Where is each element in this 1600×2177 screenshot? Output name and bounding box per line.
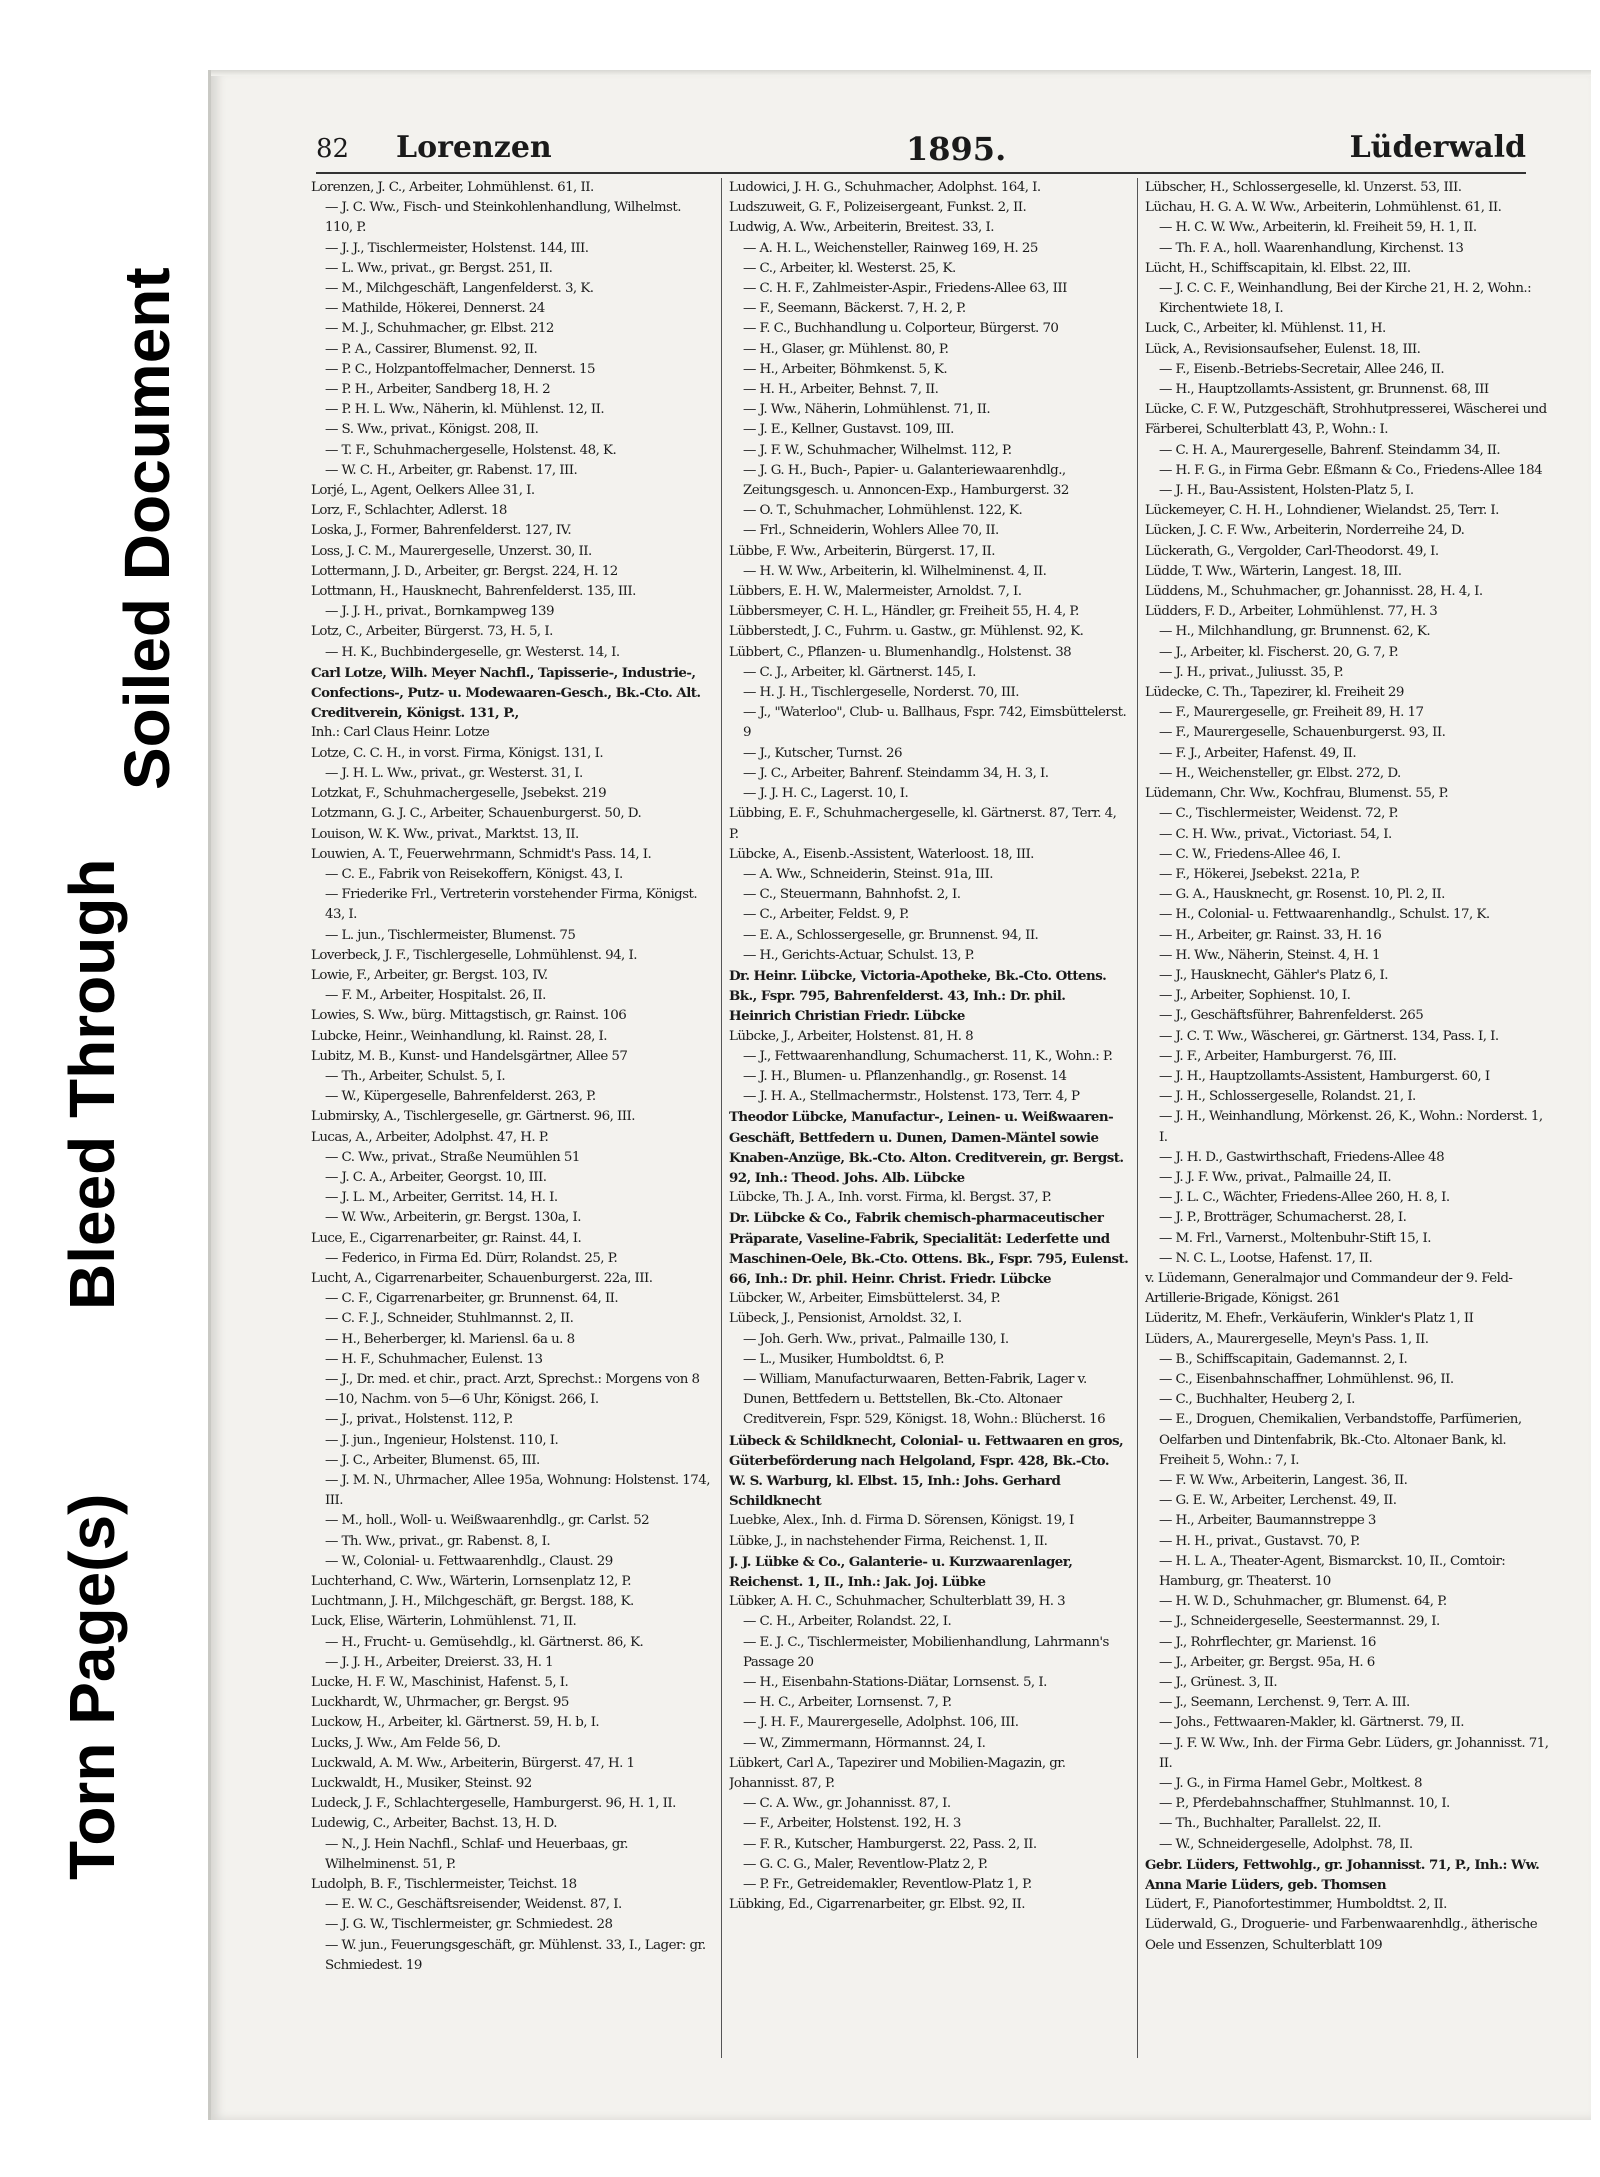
directory-entry: — F., Maurergeselle, Schauenburgerst. 93, II. <box>1159 725 1446 741</box>
soiled-document-stamp: Soiled Document <box>111 267 183 790</box>
directory-entry: — M., Milchgeschäft, Langenfelderst. 3, K. <box>325 281 594 297</box>
directory-entry: — J. J. H. C., Lagerst. 10, I. <box>743 786 909 802</box>
directory-entry: — S. Ww., privat., Königst. 208, II. <box>325 422 539 438</box>
directory-entry: — N., J. Hein Nachfl., Schlaf- und Heuerbaas, gr. Wilhelminenst. 51, P. <box>325 1836 628 1872</box>
directory-entry: — J. P., Brotträger, Schumacherst. 28, I. <box>1159 1210 1407 1226</box>
directory-entry: — J., Fettwaarenhandlung, Schumacherst. 11, K., Wohn.: P. <box>743 1048 1113 1064</box>
directory-entry: — F. M., Arbeiter, Hospitalst. 26, II. <box>325 988 546 1004</box>
directory-entry: Dr. Lübcke & Co., Fabrik chemisch-pharmaceutischer Präparate, Vaseline-Fabrik, Specialität: Lederfette und Maschinen-Oele, Bk.-Cto. Ottens. Bk., Fspr. 795, Eulenst. 66, Inh.: Dr. phil. Heinr. Christ. Friedr. Lübcke <box>729 1210 1129 1287</box>
directory-entry: Lotzkat, F., Schuhmachergeselle, Jsebekst. 219 <box>311 786 607 802</box>
directory-entry: — J., Geschäftsführer, Bahrenfelderst. 265 <box>1159 1008 1424 1024</box>
directory-entry: Luckwaldt, H., Musiker, Steinst. 92 <box>311 1776 532 1792</box>
directory-entry: — W. C. H., Arbeiter, gr. Rabenst. 17, III. <box>325 462 578 478</box>
directory-entry: — H., Glaser, gr. Mühlenst. 80, P. <box>743 341 949 357</box>
page-header <box>316 130 1526 172</box>
directory-entry: — E. A., Schlossergeselle, gr. Brunnenst. 94, II. <box>743 927 1039 943</box>
directory-entry: Lottermann, J. D., Arbeiter, gr. Bergst. 224, H. 12 <box>311 563 618 579</box>
bleed-through-stamp: Bleed Through <box>56 858 128 1310</box>
directory-entry: — J. F., Arbeiter, Hamburgerst. 76, III. <box>1159 1048 1397 1064</box>
directory-entry: — J., Kutscher, Turnst. 26 <box>743 745 902 761</box>
directory-entry: Lüders, A., Maurergeselle, Meyn's Pass. 1, II. <box>1145 1331 1429 1347</box>
directory-entry: — J. C., Arbeiter, Blumenst. 65, III. <box>325 1452 540 1468</box>
directory-entry: Lübbe, F. Ww., Arbeiterin, Bürgerst. 17, II. <box>729 543 995 559</box>
page-number: 82 <box>316 134 350 164</box>
directory-entry: — J. J. H., Arbeiter, Dreierst. 33, H. 1 <box>325 1654 554 1670</box>
directory-entry: Dr. Heinr. Lübcke, Victoria-Apotheke, Bk.-Cto. Ottens. Bk., Fspr. 795, Bahrenfelderst. 43, Inh.: Dr. phil. Heinrich Christian Friedr. Lübcke <box>729 967 1107 1025</box>
directory-entry: Lübking, Ed., Cigarrenarbeiter, gr. Elbst. 92, II. <box>729 1897 1025 1913</box>
directory-entry: — Mathilde, Hökerei, Dennerst. 24 <box>325 301 545 317</box>
directory-entry: — C., Eisenbahnschaffner, Lohmühlenst. 96, II. <box>1159 1371 1454 1387</box>
directory-entry: — J. J. H., privat., Bornkampweg 139 <box>325 604 554 620</box>
directory-entry: Lüchau, H. G. A. W. Ww., Arbeiterin, Lohmühlenst. 61, II. <box>1145 200 1502 216</box>
directory-entry: — H., Gerichts-Actuar, Schulst. 13, P. <box>743 947 975 963</box>
page-edge <box>211 70 1591 76</box>
directory-entry: — H. H., Arbeiter, Behnst. 7, II. <box>743 382 939 398</box>
directory-entry: — P. A., Cassirer, Blumenst. 92, II. <box>325 341 538 357</box>
directory-entry: Lübcke, Th. J. A., Inh. vorst. Firma, kl. Bergst. 37, P. <box>729 1190 1052 1206</box>
directory-entry: Luckwald, A. M. Ww., Arbeiterin, Bürgerst. 47, H. 1 <box>311 1755 635 1771</box>
directory-entry: J. J. Lübke & Co., Galanterie- u. Kurzwaarenlager, Reichenst. 1, II., Inh.: Jak. Joj. Lübke <box>729 1553 1073 1591</box>
directory-entry: — J., privat., Holstenst. 112, P. <box>325 1412 513 1428</box>
directory-entry: Lorenzen, J. C., Arbeiter, Lohmühlenst. 61, II. <box>311 180 594 195</box>
directory-entry: Lubcke, Heinr., Weinhandlung, kl. Rainst. 28, I. <box>311 1028 607 1044</box>
directory-entry: Loska, J., Former, Bahrenfelderst. 127, IV. <box>311 523 572 539</box>
directory-entry: Lübbersmeyer, C. H. L., Händler, gr. Freiheit 55, H. 4, P. <box>729 604 1079 620</box>
directory-entry: — C., Steuermann, Bahnhofst. 2, I. <box>743 887 961 903</box>
directory-entry: Theodor Lübcke, Manufactur-, Leinen- u. Weißwaaren-Geschäft, Bettfedern u. Dunen, Damen-Mäntel sowie Knaben-Anzüge, Bk.-Cto. Alton. Creditverein, gr. Bergst. 92, Inh.: Theod. Johs. Alb. Lübcke <box>729 1109 1124 1186</box>
directory-entry: — J. G. H., Buch-, Papier- u. Galanteriewaarenhdlg., Zeitungsgesch. u. Annoncen-Exp., Hamburgerst. 32 <box>743 462 1069 499</box>
directory-entry: — M., holl., Woll- u. Weißwaarenhdlg., gr. Carlst. 52 <box>325 1513 650 1529</box>
directory-entry: Lübeck, J., Pensionist, Arnoldst. 32, I. <box>729 1311 962 1327</box>
directory-entry: — H., Eisenbahn-Stations-Diätar, Lornsenst. 5, I. <box>743 1675 1047 1691</box>
directory-entry: — C. E., Fabrik von Reisekoffern, Königst. 43, I. <box>325 866 623 882</box>
directory-entry: — C. H. F., Zahlmeister-Aspir., Friedens-Allee 63, III <box>743 281 1067 297</box>
directory-entry: — O. T., Schuhmacher, Lohmühlenst. 122, K. <box>743 503 1023 519</box>
directory-entry: — M. J., Schuhmacher, gr. Elbst. 212 <box>325 321 554 337</box>
directory-entry: Lorz, F., Schlachter, Adlerst. 18 <box>311 503 507 519</box>
directory-entry: — J. G. W., Tischlermeister, gr. Schmiedest. 28 <box>325 1917 613 1933</box>
directory-entry: Louison, W. K. Ww., privat., Marktst. 13, II. <box>311 826 579 842</box>
directory-entry: Inh.: Carl Claus Heinr. Lotze <box>311 725 490 741</box>
directory-entry: Ludowici, J. H. G., Schuhmacher, Adolphst. 164, I. <box>729 180 1041 195</box>
directory-entry: Carl Lotze, Wilh. Meyer Nachfl., Tapisserie-, Industrie-, Confections-, Putz- u. Modewaaren-Gesch., Bk.-Cto. Alt. Creditverein, Königst. 131, P., <box>311 664 701 722</box>
directory-entry: Lübscher, H., Schlossergeselle, kl. Unzerst. 53, III. <box>1145 180 1462 195</box>
directory-entry: Lübberstedt, J. C., Fuhrm. u. Gastw., gr. Mühlenst. 92, K. <box>729 624 1084 640</box>
directory-entry: — J. E., Kellner, Gustavst. 109, III. <box>743 422 954 438</box>
directory-entry: — F., Maurergeselle, gr. Freiheit 89, H. 17 <box>1159 705 1424 721</box>
directory-entry: — J. Ww., Näherin, Lohmühlenst. 71, II. <box>743 402 991 418</box>
header-right-word: Lüderwald <box>1349 130 1526 165</box>
directory-entry: — H. H., privat., Gustavst. 70, P. <box>1159 1533 1360 1549</box>
directory-entry: Lüdde, T. Ww., Wärterin, Langest. 18, III. <box>1145 563 1402 579</box>
directory-entry: — J. jun., Ingenieur, Holstenst. 110, I. <box>325 1432 559 1448</box>
directory-entry: Lücken, J. C. F. Ww., Arbeiterin, Norderreihe 24, D. <box>1145 523 1465 539</box>
directory-entry: Lübke, J., in nachstehender Firma, Reichenst. 1, II. <box>729 1533 1048 1549</box>
directory-entry: — J., Hausknecht, Gähler's Platz 6, I. <box>1159 967 1388 983</box>
directory-entry: — W., Zimmermann, Hörmannst. 24, I. <box>743 1735 986 1751</box>
directory-entry: Lucht, A., Cigarrenarbeiter, Schauenburgerst. 22a, III. <box>311 1270 653 1286</box>
directory-entry: — H., Milchhandlung, gr. Brunnenst. 62, K. <box>1159 624 1431 640</box>
directory-entry: — H., Beherberger, kl. Mariensl. 6a u. 8 <box>325 1331 575 1347</box>
directory-entry: — J. C., Arbeiter, Bahrenf. Steindamm 34, H. 3, I. <box>743 765 1049 781</box>
directory-entry: — J. C. A., Arbeiter, Georgst. 10, III. <box>325 1169 547 1185</box>
directory-entry: — W. Ww., Arbeiterin, gr. Bergst. 130a, I. <box>325 1210 581 1226</box>
directory-entry: Louwien, A. T., Feuerwehrmann, Schmidt's Pass. 14, I. <box>311 846 652 862</box>
directory-entry: Lowie, F., Arbeiter, gr. Bergst. 103, IV. <box>311 967 548 983</box>
directory-entry: Gebr. Lüders, Fettwohlg., gr. Johannisst. 71, P., Inh.: Ww. Anna Marie Lüders, geb. Thomsen <box>1145 1856 1540 1894</box>
directory-entry: — J. H., Bau-Assistent, Holsten-Platz 5, I. <box>1159 483 1414 499</box>
directory-entry: — G. A., Hausknecht, gr. Rosenst. 10, Pl. 2, II. <box>1159 887 1445 903</box>
directory-entry: — H. C., Arbeiter, Lornsenst. 7, P. <box>743 1695 952 1711</box>
directory-entry: Lübker, A. H. C., Schuhmacher, Schulterblatt 39, H. 3 <box>729 1594 1066 1610</box>
column-divider <box>721 178 722 2058</box>
directory-entry: — L. jun., Tischlermeister, Blumenst. 75 <box>325 927 576 943</box>
directory-entry: — E. W. C., Geschäftsreisender, Weidenst. 87, I. <box>325 1897 622 1913</box>
directory-entry: — J., Grünest. 3, II. <box>1159 1675 1278 1691</box>
directory-entry: Lückerath, G., Vergolder, Carl-Theodorst. 49, I. <box>1145 543 1439 559</box>
directory-page <box>208 70 1591 2120</box>
directory-entry: — L. Ww., privat., gr. Bergst. 251, II. <box>325 260 553 276</box>
directory-entry: v. Lüdemann, Generalmajor und Commandeur der 9. Feld-Artillerie-Brigade, Königst. 261 <box>1145 1270 1513 1307</box>
directory-entry: — H., Arbeiter, Baumannstreppe 3 <box>1159 1513 1376 1529</box>
directory-entry: — H., Frucht- u. Gemüsehdlg., kl. Gärtnerst. 86, K. <box>325 1634 644 1650</box>
directory-entry: — C. H. A., Maurergeselle, Bahrenf. Steindamm 34, II. <box>1159 442 1501 458</box>
directory-entry: Lubitz, M. B., Kunst- und Handelsgärtner, Allee 57 <box>311 1048 628 1064</box>
directory-entry: — N. C. L., Lootse, Hafenst. 17, II. <box>1159 1250 1373 1266</box>
directory-entry: — J., Arbeiter, Sophienst. 10, I. <box>1159 988 1351 1004</box>
directory-entry: — J. C. T. Ww., Wäscherei, gr. Gärtnerst. 134, Pass. I, I. <box>1159 1028 1499 1044</box>
directory-entry: — C. Ww., privat., Straße Neumühlen 51 <box>325 1149 580 1165</box>
directory-entry: Ludeck, J. F., Schlachtergeselle, Hamburgerst. 96, H. 1, II. <box>311 1796 676 1812</box>
directory-entry: — J., Arbeiter, gr. Bergst. 95a, H. 6 <box>1159 1654 1375 1670</box>
directory-entry: — L., Musiker, Humboldtst. 6, P. <box>743 1351 944 1367</box>
directory-entry: — J. H. D., Gastwirthschaft, Friedens-Allee 48 <box>1159 1149 1445 1165</box>
directory-entry: — H. F. G., in Firma Gebr. Eßmann & Co., Friedens-Allee 184 <box>1159 462 1543 478</box>
directory-entry: — H. W. D., Schuhmacher, gr. Blumenst. 64, P. <box>1159 1594 1447 1610</box>
directory-entry: Lüdert, F., Pianofortestimmer, Humboldtst. 2, II. <box>1145 1897 1447 1913</box>
directory-entry: Lübcke, J., Arbeiter, Holstenst. 81, H. 8 <box>729 1028 974 1044</box>
directory-entry: — P. C., Holzpantoffelmacher, Dennerst. 15 <box>325 361 595 377</box>
directory-entry: — C., Buchhalter, Heuberg 2, I. <box>1159 1392 1355 1408</box>
directory-entry: — H. C. W. Ww., Arbeiterin, kl. Freiheit 59, H. 1, II. <box>1159 220 1477 236</box>
directory-entry: Lübbers, E. H. W., Malermeister, Arnoldst. 7, I. <box>729 584 1022 600</box>
directory-column-1 <box>311 178 711 2068</box>
header-rule <box>316 172 1526 174</box>
directory-entry: — Th., Arbeiter, Schulst. 5, I. <box>325 1068 506 1084</box>
directory-entry: — H., Colonial- u. Fettwaarenhandlg., Schulst. 17, K. <box>1159 907 1490 923</box>
directory-entry: — F. J., Arbeiter, Hafenst. 49, II. <box>1159 745 1357 761</box>
directory-entry: Loverbeck, J. F., Tischlergeselle, Lohmühlenst. 94, I. <box>311 947 637 963</box>
directory-entry: Lübcker, W., Arbeiter, Eimsbüttelerst. 34, P. <box>729 1291 1001 1307</box>
directory-entry: — J. H. A., Stellmachermstr., Holstenst. 173, Terr. 4, P <box>743 1089 1080 1105</box>
directory-entry: — H. J. H., Tischlergeselle, Norderst. 70, III. <box>743 685 1019 701</box>
directory-entry: — P., Pferdebahnschaffner, Stuhlmannst. 10, I. <box>1159 1796 1450 1812</box>
directory-entry: — C. W., Friedens-Allee 46, I. <box>1159 846 1341 862</box>
directory-entry: — F., Seemann, Bäckerst. 7, H. 2, P. <box>743 301 966 317</box>
directory-entry: — C. F., Cigarrenarbeiter, gr. Brunnenst. 64, II. <box>325 1291 619 1307</box>
directory-entry: Luck, Elise, Wärterin, Lohmühlenst. 71, II. <box>311 1614 577 1630</box>
directory-entry: — J. C. C. F., Weinhandlung, Bei der Kirche 21, H. 2, Wohn.: Kirchentwiete 18, I. <box>1159 281 1532 317</box>
directory-column-2 <box>729 178 1129 2068</box>
directory-entry: Lüddens, M., Schuhmacher, gr. Johannisst. 28, H. 4, I. <box>1145 584 1483 600</box>
directory-entry: Luck, C., Arbeiter, kl. Mühlenst. 11, H. <box>1145 321 1386 337</box>
directory-entry: — C., Tischlermeister, Weidenst. 72, P. <box>1159 806 1398 822</box>
directory-entry: — H., Arbeiter, Böhmkenst. 5, K. <box>743 361 948 377</box>
directory-entry: Lowies, S. Ww., bürg. Mittagstisch, gr. Rainst. 106 <box>311 1008 627 1024</box>
torn-pages-stamp: Torn Page(s) <box>56 1493 128 1880</box>
directory-entry: Lübcke, A., Eisenb.-Assistent, Waterloost. 18, III. <box>729 846 1034 862</box>
directory-entry: — F. C., Buchhandlung u. Colporteur, Bürgerst. 70 <box>743 321 1059 337</box>
directory-entry: — J., Seemann, Lerchenst. 9, Terr. A. III. <box>1159 1695 1410 1711</box>
directory-entry: — G. E. W., Arbeiter, Lerchenst. 49, II. <box>1159 1493 1397 1509</box>
directory-entry: Lüderitz, M. Ehefr., Verkäuferin, Winkler's Platz 1, II <box>1145 1311 1474 1327</box>
directory-entry: — C. H., Arbeiter, Rolandst. 22, I. <box>743 1614 952 1630</box>
directory-entry: — A. Ww., Schneiderin, Steinst. 91a, III. <box>743 866 993 882</box>
directory-entry: — J. J. F. Ww., privat., Palmaille 24, II. <box>1159 1169 1392 1185</box>
directory-entry: — W. jun., Feuerungsgeschäft, gr. Mühlenst. 33, I., Lager: gr. Schmiedest. 19 <box>325 1937 706 1973</box>
directory-entry: — H. F., Schuhmacher, Eulenst. 13 <box>325 1351 543 1367</box>
directory-entry: — C., Arbeiter, Feldst. 9, P. <box>743 907 909 923</box>
directory-entry: — Th. Ww., privat., gr. Rabenst. 8, I. <box>325 1533 551 1549</box>
directory-entry: — J. H. F., Maurergeselle, Adolphst. 106, III. <box>743 1715 1019 1731</box>
directory-entry: — H., Hauptzollamts-Assistent, gr. Brunnenst. 68, III <box>1159 382 1489 398</box>
directory-entry: Lück, A., Revisionsaufseher, Eulenst. 18, III. <box>1145 341 1421 357</box>
directory-entry: Lücht, H., Schiffscapitain, kl. Elbst. 22, III. <box>1145 260 1411 276</box>
directory-entry: Luchtmann, J. H., Milchgeschäft, gr. Bergst. 188, K. <box>311 1594 634 1610</box>
directory-entry: — P. Fr., Getreidemakler, Reventlow-Platz 1, P. <box>743 1877 1032 1893</box>
directory-entry: — J. H., privat., Juliusst. 35, P. <box>1159 664 1344 680</box>
directory-entry: — W., Küpergeselle, Bahrenfelderst. 263, P. <box>325 1089 596 1105</box>
directory-entry: — E., Droguen, Chemikalien, Verbandstoffe, Parfümerien, Oelfarben und Dintenfabrik, Bk.-Cto. Altonaer Bank, kl. Freiheit 5, Wohn.: 7, I. <box>1159 1412 1522 1468</box>
directory-entry: Lückemeyer, C. H. H., Lohndiener, Wielandst. 25, Terr. I. <box>1145 503 1499 519</box>
directory-entry: Ludwig, A. Ww., Arbeiterin, Breitest. 33, I. <box>729 220 994 236</box>
directory-entry: — J., Schneidergeselle, Seestermannst. 29, I. <box>1159 1614 1440 1630</box>
directory-entry: — Johs., Fettwaaren-Makler, kl. Gärtnerst. 79, II. <box>1159 1715 1464 1731</box>
directory-entry: — J., Rohrflechter, gr. Marienst. 16 <box>1159 1634 1376 1650</box>
directory-entry: — J. F. W., Schuhmacher, Wilhelmst. 112, P. <box>743 442 1012 458</box>
directory-entry: — F. W. Ww., Arbeiterin, Langest. 36, II. <box>1159 1473 1408 1488</box>
directory-entry: — J. H., Weinhandlung, Mörkenst. 26, K., Wohn.: Norderst. 1, I. <box>1159 1109 1543 1145</box>
directory-entry: — G. C. G., Maler, Reventlow-Platz 2, P. <box>743 1856 988 1872</box>
directory-column-3 <box>1145 178 1549 2068</box>
directory-entry: — J. H., Hauptzollamts-Assistent, Hamburgerst. 60, I <box>1159 1068 1490 1084</box>
directory-entry: Loss, J. C. M., Maurergeselle, Unzerst. 30, II. <box>311 543 592 559</box>
directory-entry: — J. L. M., Arbeiter, Gerritst. 14, H. I. <box>325 1190 558 1206</box>
directory-entry: — Th., Buchhalter, Parallelst. 22, II. <box>1159 1816 1382 1832</box>
directory-entry: — J. M. N., Uhrmacher, Allee 195a, Wohnung: Holstenst. 174, III. <box>325 1473 710 1509</box>
directory-entry: Lotzmann, G. J. C., Arbeiter, Schauenburgerst. 50, D. <box>311 806 642 822</box>
directory-entry: — W., Schneidergeselle, Adolphst. 78, II. <box>1159 1836 1413 1852</box>
column-divider <box>1137 178 1138 2058</box>
directory-entry: — F., Hökerei, Jsebekst. 221a, P. <box>1159 866 1360 882</box>
directory-entry: Luebke, Alex., Inh. d. Firma D. Sörensen, Königst. 19, I <box>729 1513 1074 1529</box>
directory-entry: — B., Schiffscapitain, Gademannst. 2, I. <box>1159 1351 1408 1367</box>
directory-entry: — P. H., Arbeiter, Sandberg 18, H. 2 <box>325 382 551 398</box>
directory-entry: Lüdders, F. D., Arbeiter, Lohmühlenst. 77, H. 3 <box>1145 604 1438 620</box>
directory-entry: Lücke, C. F. W., Putzgeschäft, Strohhutpresserei, Wäscherei und Färberei, Schulterblatt 43, P., Wohn.: I. <box>1145 402 1547 438</box>
directory-entry: — E. J. C., Tischlermeister, Mobilienhandlung, Lahrmann's Passage 20 <box>743 1634 1109 1670</box>
directory-entry: — H., Weichensteller, gr. Elbst. 272, D. <box>1159 765 1401 781</box>
directory-entry: Lotz, C., Arbeiter, Bürgerst. 73, H. 5, I. <box>311 624 553 640</box>
directory-entry: Lübbing, E. F., Schuhmachergeselle, kl. Gärtnerst. 87, Terr. 4, P. <box>729 806 1117 842</box>
directory-entry: — J. L. C., Wächter, Friedens-Allee 260, H. 8, I. <box>1159 1190 1450 1206</box>
directory-entry: Lüdecke, C. Th., Tapezirer, kl. Freiheit 29 <box>1145 685 1404 701</box>
directory-entry: — J. J., Tischlermeister, Holstenst. 144, III. <box>325 240 589 256</box>
directory-entry: — C. J., Arbeiter, kl. Gärtnerst. 145, I. <box>743 664 976 680</box>
directory-entry: — J., Arbeiter, kl. Fischerst. 20, G. 7, P. <box>1159 644 1399 660</box>
directory-entry: — W., Colonial- u. Fettwaarenhdlg., Claust. 29 <box>325 1553 613 1569</box>
directory-entry: — H. W. Ww., Arbeiterin, kl. Wilhelminenst. 4, II. <box>743 563 1047 579</box>
directory-entry: Ludolph, B. F., Tischlermeister, Teichst. 18 <box>311 1877 577 1893</box>
directory-entry: Lubmirsky, A., Tischlergeselle, gr. Gärtnerst. 96, III. <box>311 1109 635 1125</box>
directory-entry: Luchterhand, C. Ww., Wärterin, Lornsenplatz 12, P. <box>311 1574 631 1590</box>
directory-entry: Luckhardt, W., Uhrmacher, gr. Bergst. 95 <box>311 1695 569 1711</box>
directory-entry: — J., Dr. med. et chir., pract. Arzt, Sprechst.: Morgens von 8—10, Nachm. von 5—6 Uhr, Königst. 266, I. <box>325 1371 700 1408</box>
directory-entry: Lübkert, Carl A., Tapezirer und Mobilien-Magazin, gr. Johannisst. 87, P. <box>729 1755 1066 1792</box>
directory-entry: — J., "Waterloo", Club- u. Ballhaus, Fspr. 742, Eimsbüttelerst. 9 <box>743 705 1127 741</box>
directory-entry: — J. H., Schlossergeselle, Rolandst. 21, I. <box>1159 1089 1416 1105</box>
directory-entry: — Frl., Schneiderin, Wohlers Allee 70, II. <box>743 523 999 539</box>
directory-entry: Lucas, A., Arbeiter, Adolphst. 47, H. P. <box>311 1129 549 1145</box>
directory-entry: Luckow, H., Arbeiter, kl. Gärtnerst. 59, H. b, I. <box>311 1715 600 1731</box>
directory-entry: — William, Manufacturwaaren, Betten-Fabrik, Lager v. Dunen, Bettfedern u. Bettstellen, Bk.-Cto. Altonaer Creditverein, Fspr. 529, Königst. 18, Wohn.: Blücherst. 16 <box>743 1371 1106 1428</box>
directory-entry: — H. L. A., Theater-Agent, Bismarckst. 10, II., Comtoir: Hamburg, gr. Theaterst. 10 <box>1159 1553 1506 1590</box>
directory-entry: Lüdemann, Chr. Ww., Kochfrau, Blumenst. 55, P. <box>1145 786 1449 802</box>
directory-entry: Lotze, C. C. H., in vorst. Firma, Königst. 131, I. <box>311 745 604 761</box>
directory-entry: — H. K., Buchbindergeselle, gr. Westerst. 14, I. <box>325 644 620 660</box>
directory-entry: Ludewig, C., Arbeiter, Bachst. 13, H. D. <box>311 1816 557 1832</box>
directory-entry: — C. F. J., Schneider, Stuhlmannst. 2, II. <box>325 1311 574 1327</box>
directory-entry: — Th. F. A., holl. Waarenhandlung, Kirchenst. 13 <box>1159 240 1464 256</box>
directory-entry: — F. R., Kutscher, Hamburgerst. 22, Pass. 2, II. <box>743 1836 1037 1852</box>
directory-entry: — Joh. Gerh. Ww., privat., Palmaille 130, I. <box>743 1331 1009 1347</box>
directory-entry: Ludszuweit, G. F., Polizeisergeant, Funkst. 2, II. <box>729 200 1027 216</box>
directory-entry: Lottmann, H., Hausknecht, Bahrenfelderst. 135, III. <box>311 584 636 600</box>
directory-entry: — J. C. Ww., Fisch- und Steinkohlenhandlung, Wilhelmst. 110, P. <box>325 200 681 236</box>
directory-entry: — H., Arbeiter, gr. Rainst. 33, H. 16 <box>1159 927 1382 943</box>
directory-entry: — M. Frl., Varnerst., Moltenbuhr-Stift 15, I. <box>1159 1230 1431 1246</box>
directory-entry: Lucke, H. F. W., Maschinist, Hafenst. 5, I. <box>311 1675 569 1691</box>
header-year: 1895. <box>906 130 1007 168</box>
directory-entry: — F., Eisenb.-Betriebs-Secretair, Allee 246, II. <box>1159 361 1445 377</box>
directory-entry: — Federico, in Firma Ed. Dürr, Rolandst. 25, P. <box>325 1250 618 1266</box>
directory-entry: Lübbert, C., Pflanzen- u. Blumenhandlg., Holstenst. 38 <box>729 644 1072 660</box>
directory-entry: — C., Arbeiter, kl. Westerst. 25, K. <box>743 260 956 276</box>
directory-entry: — A. H. L., Weichensteller, Rainweg 169, H. 25 <box>743 240 1038 256</box>
directory-entry: Lüderwald, G., Droguerie- und Farbenwaarenhdlg., ätherische Oele und Essenzen, Schulterblatt 109 <box>1145 1917 1538 1953</box>
directory-entry: — P. H. L. Ww., Näherin, kl. Mühlenst. 12, II. <box>325 402 605 418</box>
directory-entry: — J. H., Blumen- u. Pflanzenhandlg., gr. Rosenst. 14 <box>743 1068 1067 1084</box>
directory-entry: — C. H. Ww., privat., Victoriast. 54, I. <box>1159 826 1392 842</box>
directory-entry: — J. F. W. Ww., Inh. der Firma Gebr. Lüders, gr. Johannisst. 71, II. <box>1159 1735 1549 1771</box>
directory-entry: — J. G., in Firma Hamel Gebr., Moltkest. 8 <box>1159 1776 1422 1792</box>
directory-entry: — C. A. Ww., gr. Johannisst. 87, I. <box>743 1796 951 1812</box>
directory-entry: — T. F., Schuhmachergeselle, Holstenst. 48, K. <box>325 442 617 458</box>
directory-entry: Lübeck & Schildknecht, Colonial- u. Fettwaaren en gros, Güterbeförderung nach Helgoland, Fspr. 428, Bk.-Cto. W. S. Warburg, kl. Elbst. 15, Inh.: Johs. Gerhard Schildknecht <box>729 1432 1124 1510</box>
directory-entry: — H. Ww., Näherin, Steinst. 4, H. 1 <box>1159 947 1380 963</box>
directory-entry: Lorjé, L., Agent, Oelkers Allee 31, I. <box>311 483 535 499</box>
directory-entry: — J. H. L. Ww., privat., gr. Westerst. 31, I. <box>325 765 583 781</box>
directory-entry: Lucks, J. Ww., Am Felde 56, D. <box>311 1735 501 1751</box>
directory-entry: Luce, E., Cigarrenarbeiter, gr. Rainst. 44, I. <box>311 1230 582 1246</box>
directory-entry: — F., Arbeiter, Holstenst. 192, H. 3 <box>743 1816 961 1832</box>
directory-entry: — Friederike Frl., Vertreterin vorstehender Firma, Königst. 43, I. <box>325 887 698 923</box>
header-left-word: Lorenzen <box>396 130 552 165</box>
